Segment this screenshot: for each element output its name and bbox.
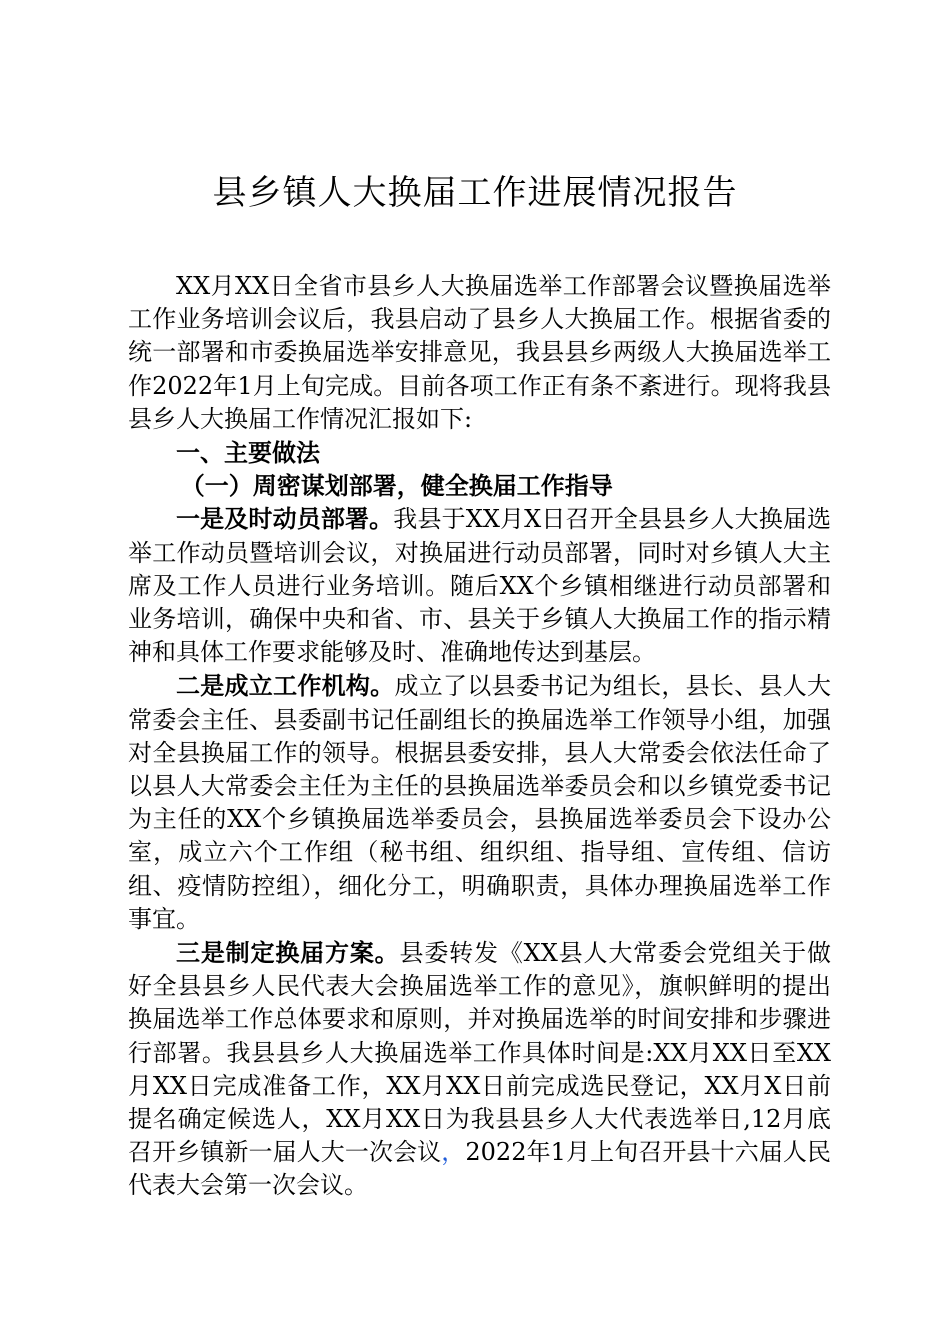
section-heading: 一、主要做法 [176, 438, 320, 468]
item-paragraph-2 [128, 669, 831, 936]
item-text-2: 成立了以县委书记为组长，县长、县人大常委会主任、县委副书记任副组长的换届选举工作领导小组，加强对全县换届工作的领导。根据县委安排，县人大常委会依法任命了以县人大常委会主任为主任的县换届选举委员会和以乡镇党委书记为主任的XX个乡镇换届选举委员会，县换届选举委员会下设办公室，成立六个工作组（秘书组、组织组、指导组、宣传组、信访组、疫情防控组），细化分工，明确职责，具体办理换届选举工作事宜。 [128, 672, 832, 933]
item-paragraph-1 [128, 502, 831, 669]
item-lead-3: 三是制定换届方案。 [176, 938, 400, 968]
item-text-3b: 2022年1月上旬召开县十六届人民代表大会第一次会议。 [128, 1138, 832, 1200]
document-body [128, 270, 831, 1203]
item-text-3-mark: ， [441, 1138, 466, 1167]
subsection-heading: （一）周密谋划部署，健全换届工作指导 [180, 471, 613, 501]
item-text-1: 我县于XX月X日召开全县县乡人大换届选举工作动员暨培训会议，对换届进行动员部署，同时对乡镇人大主席及工作人员进行业务培训。随后XX个乡镇相继进行动员部署和业务培训，确保中央和省、市、县关于乡镇人大换届工作的指示精神和具体工作要求能够及时、准确地传达到基层。 [128, 505, 831, 667]
item-lead-1: 一是及时动员部署。 [176, 504, 394, 534]
document-title: 县乡镇人大换届工作进展情况报告 [212, 173, 738, 213]
item-lead-2: 二是成立工作机构。 [176, 671, 395, 701]
intro-paragraph: XX月XX日全省市县乡人大换届选举工作部署会议暨换届选举工作业务培训会议后，我县启动了县乡人大换届工作。根据省委的统一部署和市委换届选举安排意见，我县县乡两级人大换届选举工作2022年1月上旬完成。目前各项工作正有条不紊进行。现将我县县乡人大换届工作情况汇报如下: [128, 272, 831, 433]
item-text-3a: 县委转发《XX县人大常委会党组关于做好全县县乡人民代表大会换届选举工作的意见》，旗帜鲜明的提出换届选举工作总体要求和原则，并对换届选举的时间安排和步骤进行部署。我县县乡人大换届选举工作具体时间是:XX月XX日至XX月XX日完成准备工作，XX月XX日前完成选民登记，XX月X日前提名确定候选人，XX月XX日为我县县乡人大代表选举日,12月底召开乡镇新一届人大一次会议 [128, 939, 832, 1167]
item-paragraph-3 [128, 936, 831, 1203]
